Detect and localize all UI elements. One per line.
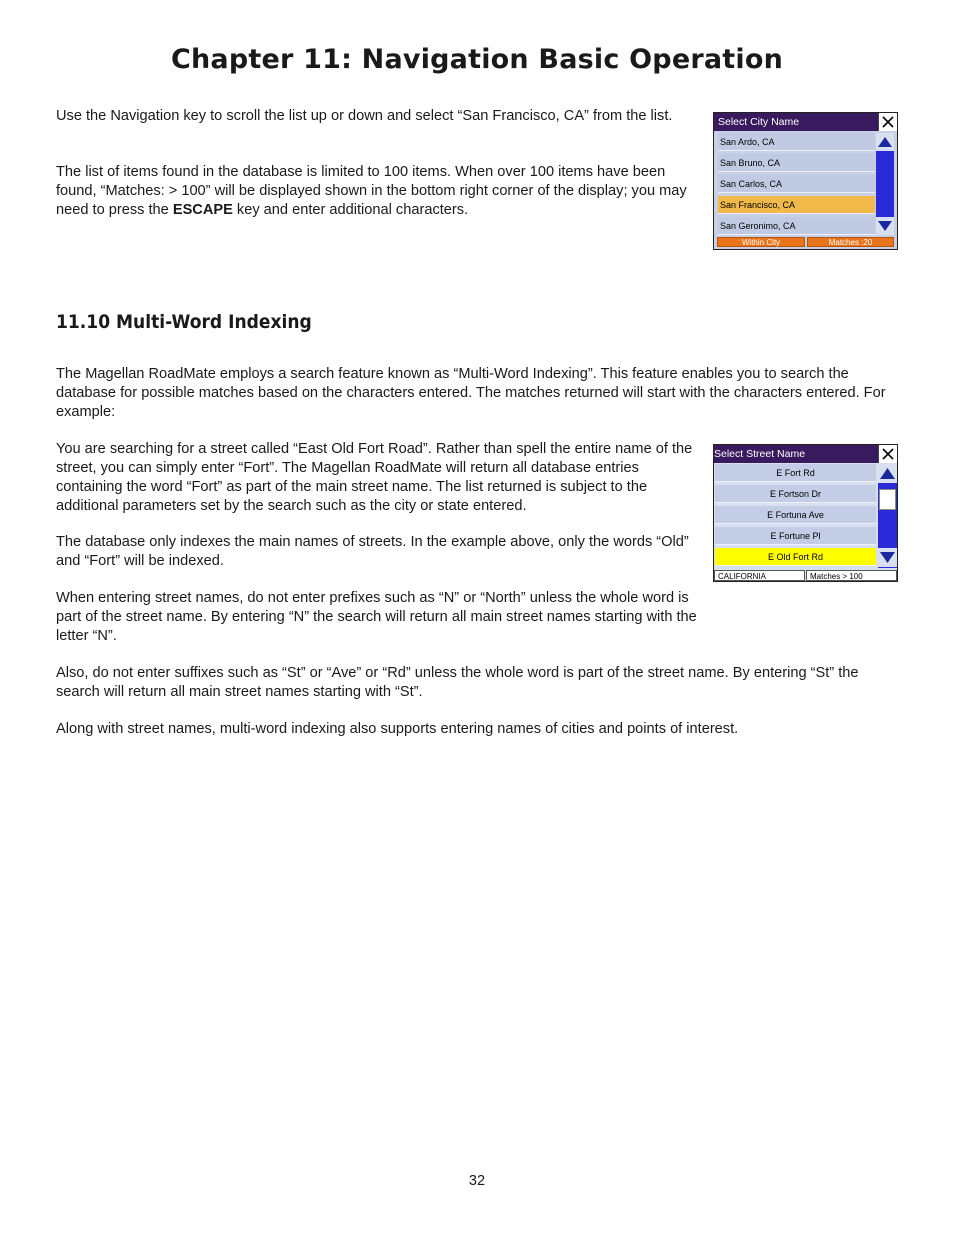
city-status-matches: Matches :20: [807, 237, 894, 247]
arrow-down-icon[interactable]: [878, 548, 897, 567]
street-list-item[interactable]: E Fortuna Ave: [715, 506, 876, 524]
street-select-screen: [713, 444, 898, 582]
paragraph-select-city: Use the Navigation key to scroll the list up or down and select “San Francisco, CA” from the list.: [56, 108, 673, 124]
city-list-item[interactable]: San Ardo, CA: [718, 133, 875, 151]
scroll-thumb[interactable]: [879, 489, 896, 510]
paragraph-list-limit-text: The list of items found in the database is limited to 100 items. When over 100 items have been found, “Matches: > 100” will be displayed shown in the bottom right corner of the display; you may need to press the: [56, 164, 687, 218]
paragraph-list-limit-text-end: key and enter additional characters.: [232, 202, 469, 218]
paragraph-multi-word-intro: The Magellan RoadMate employs a search feature known as “Multi-Word Indexing”. This feature enables you to search the database for possible matches based on the characters entered. The matches returned will start with the characters entered. For example:: [56, 366, 886, 420]
city-list-item-selected[interactable]: San Francisco, CA: [718, 196, 875, 214]
paragraph-indexing: The database only indexes the main names of streets. In the example above, only the words “Old” and “Fort” will be indexed.: [56, 534, 689, 569]
city-select-screen: [713, 112, 898, 250]
arrow-up-icon[interactable]: [878, 464, 897, 483]
section-heading: 11.10 Multi-Word Indexing: [56, 311, 312, 333]
paragraph-prefixes: When entering street names, do not enter prefixes such as “N” or “North” unless the whole word is part of the street name. By entering “N” the search will return all main street names starting with the letter “N”.: [56, 590, 697, 644]
paragraph-list-limit: [56, 163, 702, 220]
street-screen-title: Select Street Name: [714, 445, 897, 463]
close-icon[interactable]: [878, 113, 897, 131]
close-icon[interactable]: [878, 445, 897, 463]
escape-key-label: ESCAPE: [172, 202, 233, 218]
chapter-title: Chapter 11: Navigation Basic Operation: [170, 44, 784, 75]
city-list-item[interactable]: San Bruno, CA: [718, 154, 875, 172]
paragraph-street-example: You are searching for a street called “East Old Fort Road”. Rather than spell the entire name of the street, you can simply enter “Fort”. The Magellan RoadMate will return all database entries containing the word “Fort” as part of the main street name. The list returned is subject to the additional parameters set by the search such as the city or state entered.: [56, 441, 693, 514]
city-list-item[interactable]: San Carlos, CA: [718, 175, 875, 193]
street-status-matches: Matches > 100: [806, 570, 897, 581]
street-list-item[interactable]: E Fortson Dr: [715, 485, 876, 503]
city-status-left: Within City: [717, 237, 805, 247]
paragraph-cities-poi: Along with street names, multi-word indexing also supports entering names of cities and points of interest.: [56, 721, 739, 737]
street-list-item-selected[interactable]: E Old Fort Rd: [715, 548, 876, 566]
page-number: 32: [468, 1173, 486, 1189]
city-list-item[interactable]: San Geronimo, CA: [718, 217, 875, 235]
street-list-item[interactable]: E Fort Rd: [715, 464, 876, 482]
street-status-state: CALIFORNIA: [714, 570, 805, 581]
street-list-item[interactable]: E Fortune Pl: [715, 527, 876, 545]
arrow-down-icon[interactable]: [876, 217, 894, 235]
arrow-up-icon[interactable]: [876, 133, 894, 151]
paragraph-suffixes: Also, do not enter suffixes such as “St” or “Ave” or “Rd” unless the whole word is part of the street name. By entering “St” the search will return all main street names starting with “St”.: [56, 665, 859, 700]
city-screen-title: Select City Name: [714, 113, 897, 131]
